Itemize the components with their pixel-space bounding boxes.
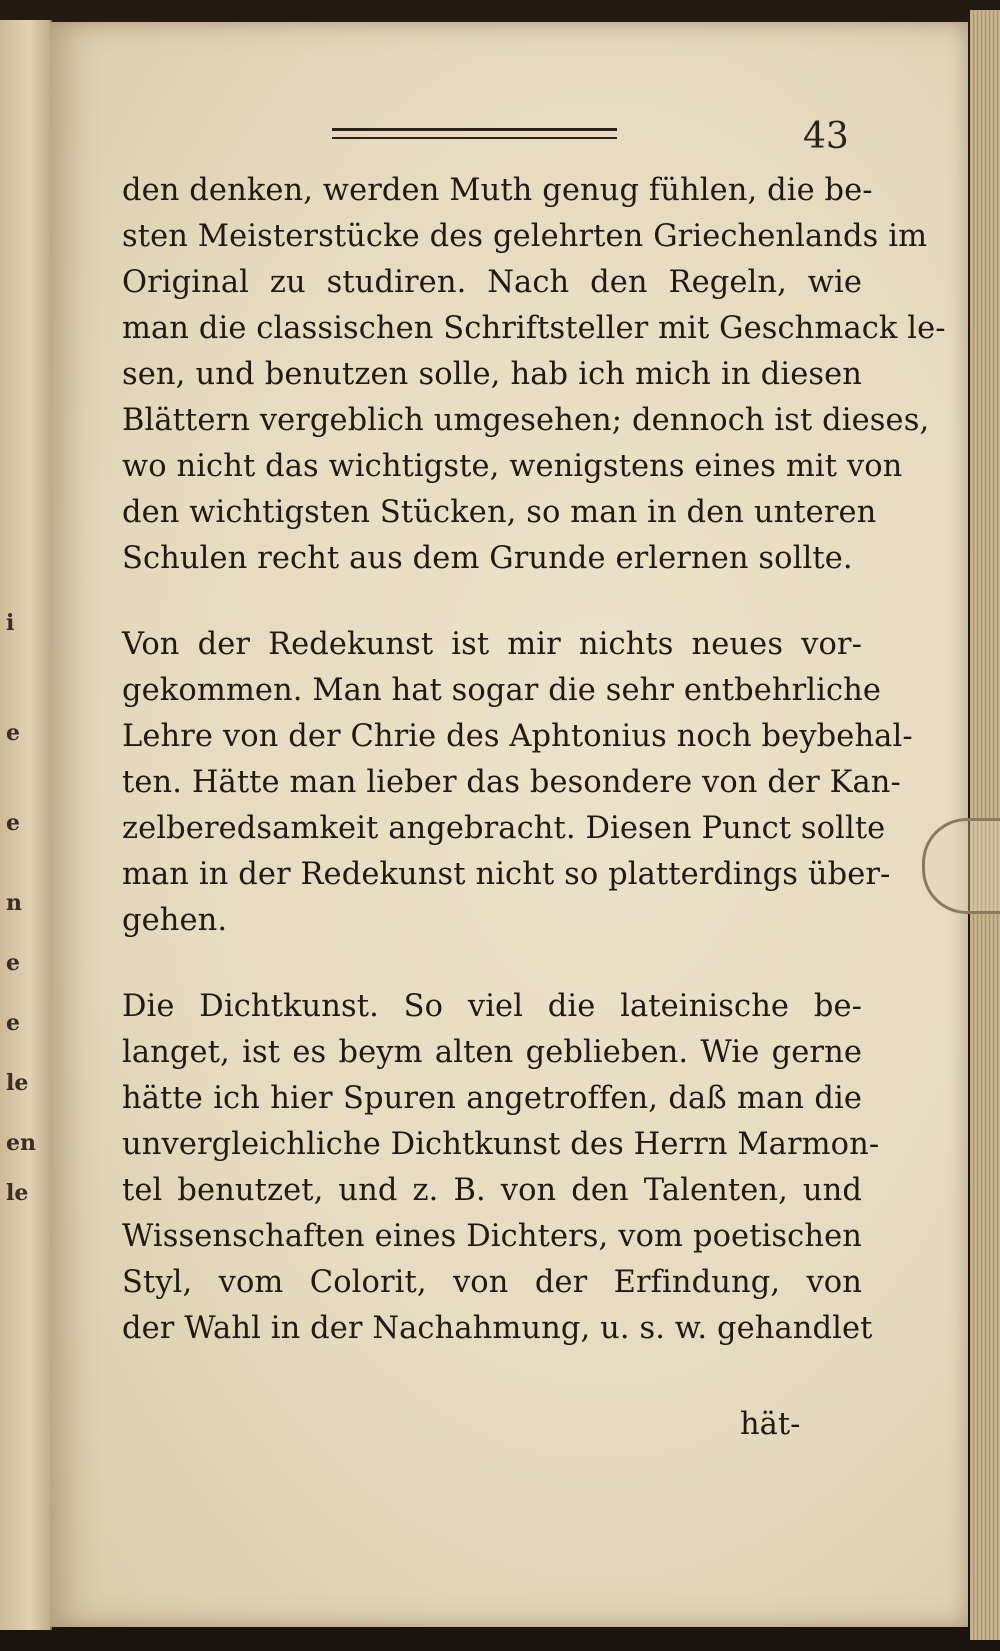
text-line: den wichtigsten Stücken, so man in den unteren xyxy=(122,495,877,530)
text-line: Wissenschaften eines Dichters, vom poetischen xyxy=(122,1219,862,1254)
header-ornament-rule xyxy=(332,128,617,139)
book-page xyxy=(50,22,968,1627)
text-line: Original zu studiren. Nach den Regeln, wie xyxy=(122,265,862,300)
text-line: Die Dichtkunst. So viel die lateinische be- xyxy=(122,989,862,1024)
text-line: ten. Hätte man lieber das besondere von der Kan- xyxy=(122,765,901,800)
text-line: man die classischen Schriftsteller mit Geschmack le- xyxy=(122,311,946,346)
text-line: Styl, vom Colorit, von der Erfindung, von xyxy=(122,1265,862,1300)
text-line: wo nicht das wichtigste, wenigstens eines mit von xyxy=(122,449,903,484)
margin-fragment: e xyxy=(6,720,20,746)
margin-fragment: le xyxy=(6,1070,29,1096)
text-line: gekommen. Man hat sogar die sehr entbehrliche xyxy=(122,673,882,708)
text-line: unvergleichliche Dichtkunst des Herrn Marmon- xyxy=(122,1127,880,1162)
text-line: den denken, werden Muth genug fühlen, die be- xyxy=(122,173,873,208)
margin-fragment: en xyxy=(6,1130,36,1156)
text-line: langet, ist es beym alten geblieben. Wie gerne xyxy=(122,1035,862,1070)
margin-fragment: e xyxy=(6,1010,20,1036)
text-line: Blättern vergeblich umgesehen; dennoch ist dieses, xyxy=(122,403,930,438)
page-number: 43 xyxy=(803,116,849,157)
catchword: hät- xyxy=(740,1407,801,1442)
book-clasp xyxy=(922,818,1000,914)
paragraph-gap xyxy=(122,582,862,622)
paragraph-gap xyxy=(122,944,862,984)
text-line: Lehre von der Chrie des Aphtonius noch beybehal- xyxy=(122,719,913,754)
margin-fragment: e xyxy=(6,810,20,836)
text-line: zelberedsamkeit angebracht. Diesen Punct sollte xyxy=(122,811,886,846)
text-line: der Wahl in der Nachahmung, u. s. w. gehandlet xyxy=(122,1311,873,1346)
margin-fragment: n xyxy=(6,890,22,916)
margin-fragment: e xyxy=(6,950,20,976)
text-line: Schulen recht aus dem Grunde erlernen sollte. xyxy=(122,541,853,576)
text-line: sten Meisterstücke des gelehrten Griechenlands im xyxy=(122,219,928,254)
text-line: hätte ich hier Spuren angetroffen, daß man die xyxy=(122,1081,862,1116)
previous-page-edge xyxy=(0,20,52,1630)
margin-fragment: i xyxy=(6,610,15,636)
text-line: Von der Redekunst ist mir nichts neues vor- xyxy=(122,627,862,662)
text-line: tel benutzet, und z. B. von den Talenten, und xyxy=(122,1173,862,1208)
page-text xyxy=(122,168,946,1352)
margin-fragment: le xyxy=(6,1180,29,1206)
text-line: gehen. xyxy=(122,903,228,938)
text-line: sen, und benutzen solle, hab ich mich in diesen xyxy=(122,357,862,392)
text-line: man in der Redekunst nicht so platterdings über- xyxy=(122,857,891,892)
